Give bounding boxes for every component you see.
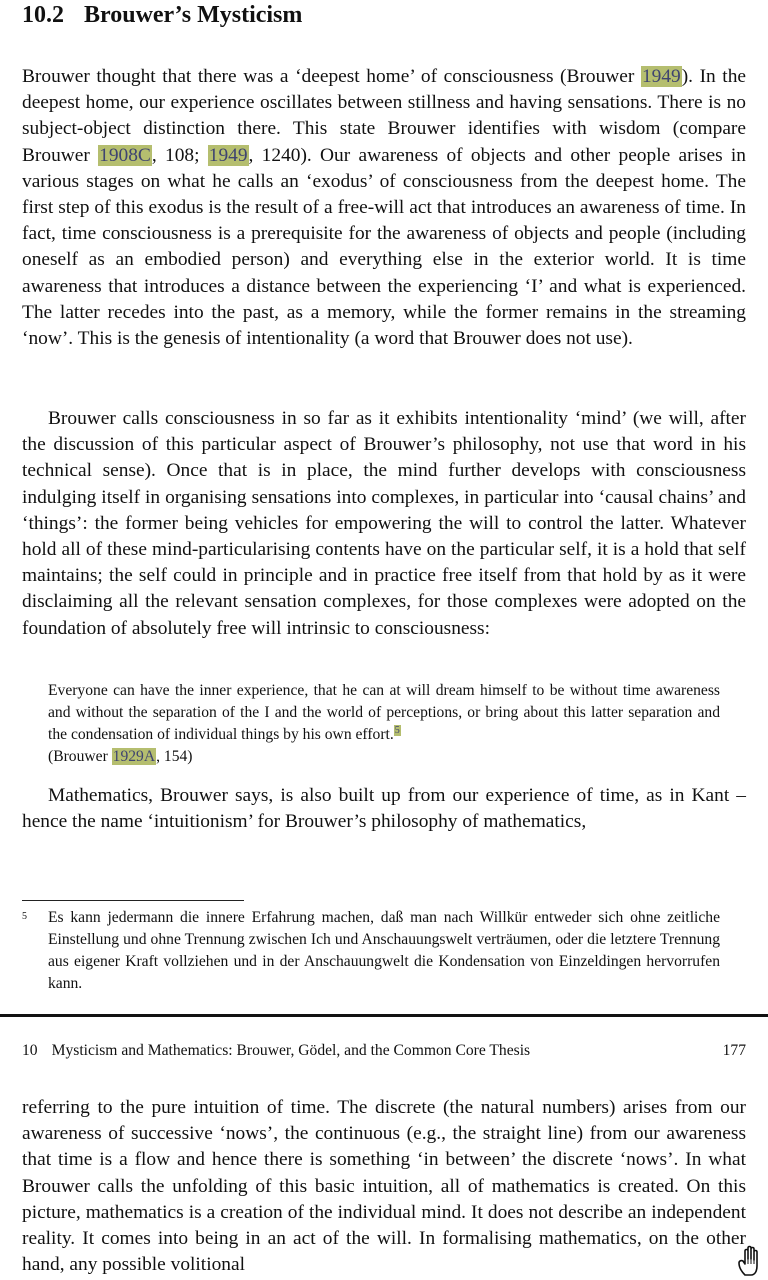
footnote xyxy=(22,907,720,995)
citation-link-1929a[interactable]: 1929A xyxy=(112,748,156,765)
paragraph-text: , 1240). Our awareness of objects and other people arises in various stages on what he calls an ‘exodus’ of consciousness from the deepest home. The first step of this exodus is the result of a free-will act that introduces an awareness of time. In fact, time consciousness is a prerequisite for the awareness of objects and people (including oneself as an embodied person) and everything else in the exterior world. It is time awareness that introduces a distance between the experiencing ‘I’ and what is experienced. The latter recedes into the past, as a memory, while the former remains in the streaming ‘now’. This is the genesis of intentionality (a word that Brouwer does not use). xyxy=(22,144,746,350)
footnote-text: Es kann jedermann die innere Erfahrung machen, daß man nach Willkür entweder sich ohne zeitliche Einstellung und ohne Trennung zwischen Ich und Anschauungswelt verträumen, oder die letztere Trennung aus eigener Kraft vollziehen und in der Anschauungwelt die Kondensation von Einzeldingen hervorrufen kann. xyxy=(48,909,720,992)
paragraph-mind: Brouwer calls consciousness in so far as it exhibits intentionality ‘mind’ (we will, after the discussion of this particular aspect of Brouwer’s philosophy, not use that word in his technical sense). Once that is in place, the mind further develops with consciousness indulging itself in organising sensations into complexes, in particular into ‘causal chains’ and ‘things’: the former being vehicles for empowering the will to control the latter. Whatever hold all of these mind-particularising contents have on the particular self, it is a hold that self maintains; the self could in principle and in practice free itself from that hold by as it were disclaiming all the relevant sensation complexes, for those complexes were adopted on the foundation of absolutely free will intrinsic to consciousness: xyxy=(22,408,746,639)
footnote-divider xyxy=(22,900,244,901)
footnote-number: 5 xyxy=(22,911,27,922)
chapter-number: 10 xyxy=(22,1042,38,1059)
quote-text: Everyone can have the inner experience, that he can at will dream himself to be without time awareness and without the separation of the I and the world of perceptions, or bring about this latter separation and the condensation of individual things by his own effort. xyxy=(48,682,720,743)
paragraph-text: Brouwer thought that there was a ‘deepest home’ of consciousness (Brouwer xyxy=(22,66,641,87)
section-number: 10.2 xyxy=(22,2,64,28)
footnote-marker-link[interactable]: 5 xyxy=(394,724,400,736)
paragraph-deepest-home xyxy=(22,64,746,352)
block-quote xyxy=(48,680,720,768)
paragraph-text: ). In the deepest home, our experience oscillates between stillness and having sensations. There is no subject-object distinction there. This state Brouwer identifies with wisdom (compare Brouwer xyxy=(22,66,746,166)
quote-citation-suffix: , 154) xyxy=(156,748,193,765)
section-title: Brouwer’s Mysticism xyxy=(84,2,303,28)
citation-link-1949[interactable]: 1949 xyxy=(641,66,681,87)
chapter-title: Mysticism and Mathematics: Brouwer, Gödel, and the Common Core Thesis xyxy=(51,1042,531,1059)
citation-link-1949[interactable]: 1949 xyxy=(208,144,248,166)
page-177 xyxy=(0,1017,768,1280)
paragraph-mathematics: Mathematics, Brouwer says, is also built up from our experience of time, as in Kant – hence the name ‘intuitionism’ for Brouwer’s philosophy of mathematics, xyxy=(22,785,746,833)
citation-link-1908c[interactable]: 1908C xyxy=(99,144,151,166)
section-heading xyxy=(22,0,302,30)
hand-cursor-icon xyxy=(736,1244,766,1278)
running-header xyxy=(22,1040,746,1062)
paragraph-intuition-of-time: referring to the pure intuition of time. The discrete (the natural numbers) arises from our awareness of successive ‘nows’, the continuous (e.g., the straight line) from our awareness that time is a flow and hence there is something ‘in between’ the discrete ‘nows’. In what Brouwer calls the unfolding of this basic intuition, all of mathematics is created. On this picture, mathematics is a creation of the individual mind. It does not describe an independent reality. It comes into being in an act of the will. In formalising mathematics, on the other hand, any possible volitional xyxy=(22,1097,746,1276)
page-number: 177 xyxy=(722,1042,746,1059)
paragraph-text: , 108; xyxy=(151,144,208,166)
quote-citation-prefix: (Brouwer xyxy=(48,748,112,765)
